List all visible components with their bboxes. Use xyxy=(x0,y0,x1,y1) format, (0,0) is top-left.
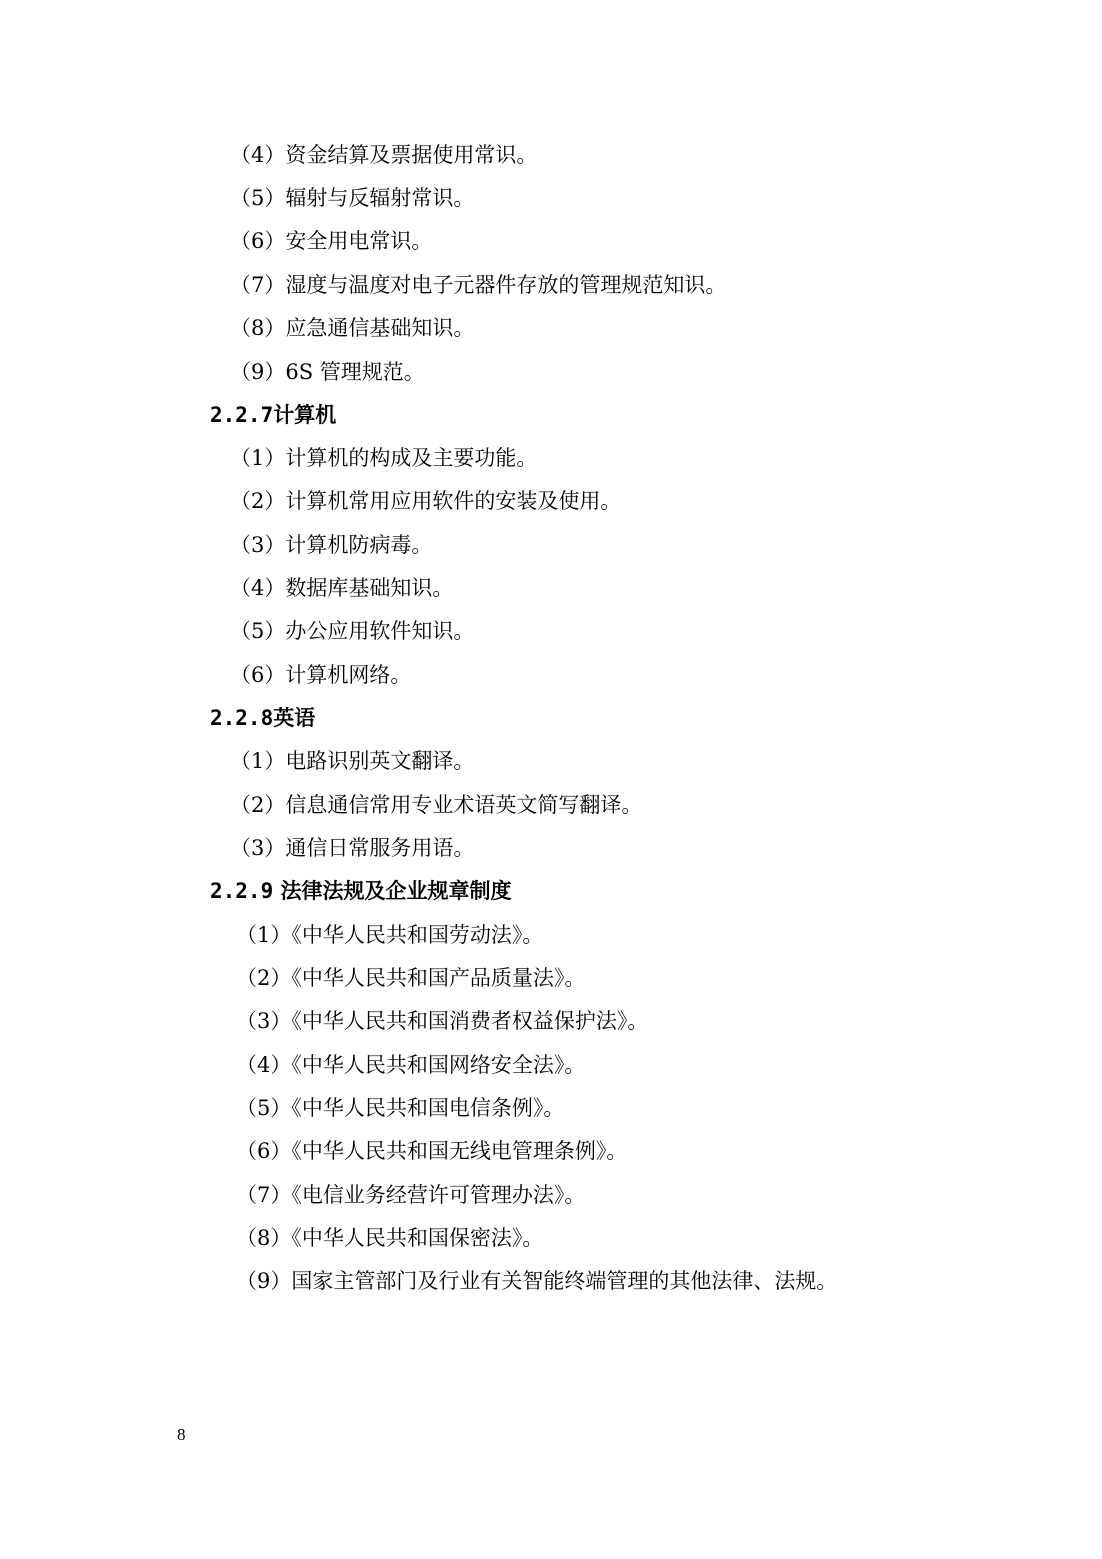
section-heading-227 xyxy=(210,401,336,429)
page-number: 8 xyxy=(177,1425,186,1444)
list-item: （4）《中华人民共和国网络安全法》。 xyxy=(236,1053,586,1077)
list-item: （2）计算机常用应用软件的安装及使用。 xyxy=(230,489,622,513)
section-heading-228 xyxy=(210,704,315,732)
list-item: （2）《中华人民共和国产品质量法》。 xyxy=(236,966,586,990)
list-item: （2）信息通信常用专业术语英文简写翻译。 xyxy=(230,793,643,817)
list-item: （8）应急通信基础知识。 xyxy=(230,316,475,340)
section-number: 2.2.8 xyxy=(210,706,274,730)
list-item: （8）《中华人民共和国保密法》。 xyxy=(236,1226,544,1250)
list-item: （1）电路识别英文翻译。 xyxy=(230,749,475,773)
section-title: 计算机 xyxy=(273,402,337,427)
list-item: （9）6S 管理规范。 xyxy=(230,360,425,384)
list-item: （6）安全用电常识。 xyxy=(230,229,433,253)
section-title: 英语 xyxy=(273,705,316,730)
list-item: （4）数据库基础知识。 xyxy=(230,576,454,600)
list-item: （1）计算机的构成及主要功能。 xyxy=(230,446,538,470)
list-item: （3）计算机防病毒。 xyxy=(230,533,433,557)
list-item: （7）湿度与温度对电子元器件存放的管理规范知识。 xyxy=(230,273,727,297)
section-number: 2.2.9 xyxy=(210,879,274,903)
list-item: （5）办公应用软件知识。 xyxy=(230,619,475,643)
list-item: （1）《中华人民共和国劳动法》。 xyxy=(236,923,544,947)
list-item: （3）《中华人民共和国消费者权益保护法》。 xyxy=(236,1009,649,1033)
list-item: （5）《中华人民共和国电信条例》。 xyxy=(236,1096,565,1120)
list-item: （6）《中华人民共和国无线电管理条例》。 xyxy=(236,1139,628,1163)
section-heading-229 xyxy=(210,877,512,905)
section-number: 2.2.7 xyxy=(210,403,274,427)
list-item: （5）辐射与反辐射常识。 xyxy=(230,186,475,210)
list-item: （6）计算机网络。 xyxy=(230,663,412,687)
list-item: （9）国家主管部门及行业有关智能终端管理的其他法律、法规。 xyxy=(236,1269,838,1293)
section-title: 法律法规及企业规章制度 xyxy=(280,878,512,903)
list-item: （7）《电信业务经营许可管理办法》。 xyxy=(236,1183,586,1207)
list-item: （4）资金结算及票据使用常识。 xyxy=(230,143,538,167)
list-item: （3）通信日常服务用语。 xyxy=(230,836,475,860)
